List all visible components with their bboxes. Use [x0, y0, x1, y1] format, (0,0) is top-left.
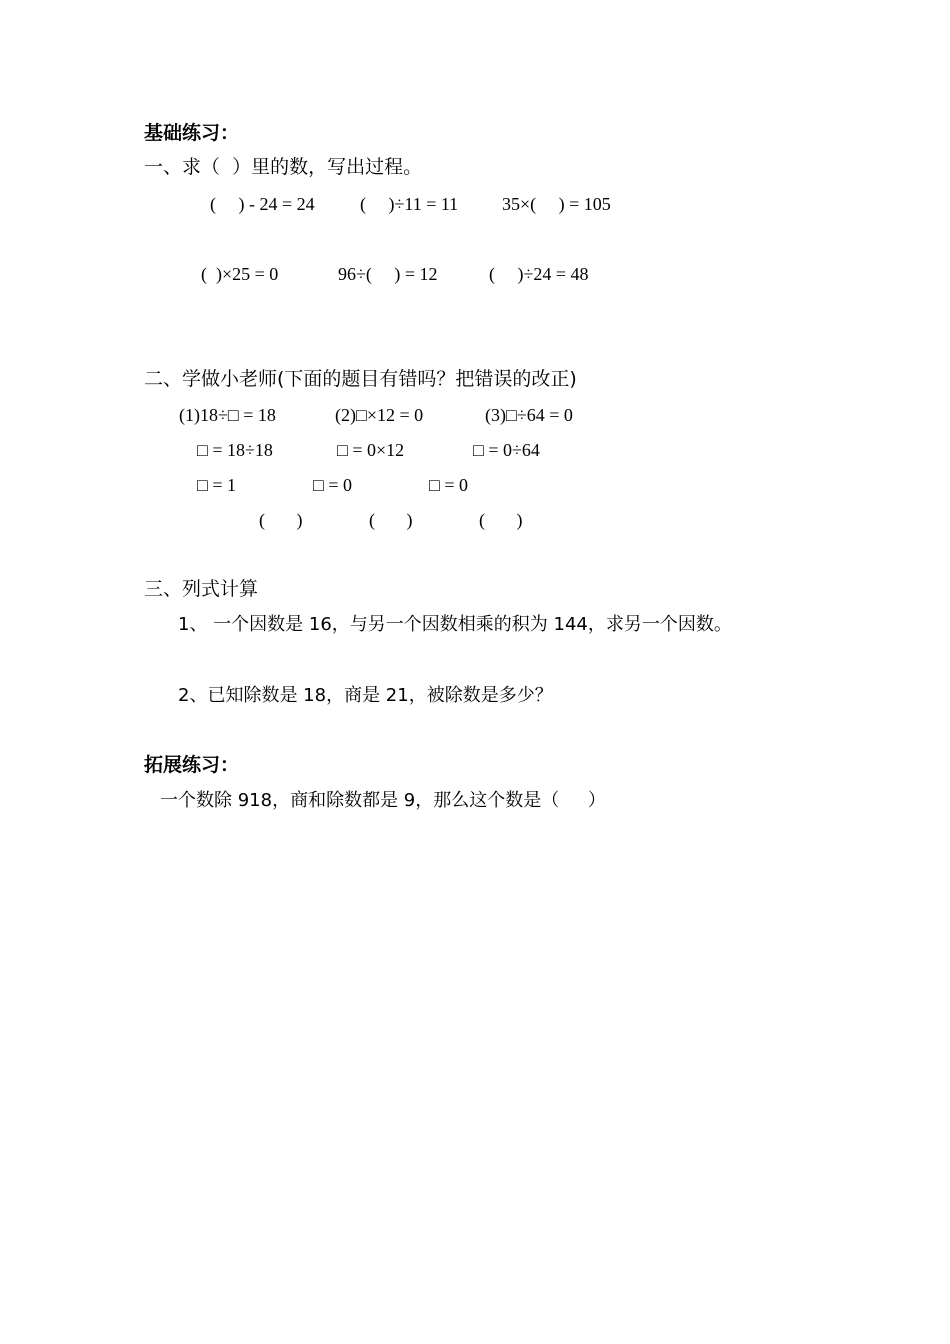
- section1-title: 一、求（ ）里的数，写出过程。: [144, 156, 423, 178]
- equation-2-2: 96÷( ) = 12: [338, 264, 438, 284]
- problem2-line2: □ = 0×12: [337, 440, 405, 460]
- basic-heading: 基础练习：: [144, 122, 240, 144]
- equation-1-1: ( ) - 24 = 24: [210, 194, 315, 214]
- problem3-line3: □ = 0: [429, 475, 469, 495]
- problem1-line3: □ = 1: [197, 475, 237, 495]
- equation-2-1: ( )×25 = 0: [201, 264, 279, 284]
- problem3-answer: ( ): [479, 510, 523, 530]
- section3-title: 三、列式计算: [144, 578, 259, 600]
- problem1-answer: ( ): [259, 510, 303, 530]
- equation-2-3: ( )÷24 = 48: [489, 264, 589, 284]
- section2-title: 二、学做小老师(下面的题目有错吗？把错误的改正): [144, 368, 577, 390]
- problem3-line1: (3)□÷64 = 0: [485, 405, 573, 425]
- problem2-line3: □ = 0: [313, 475, 353, 495]
- equation-1-3: 35×( ) = 105: [502, 194, 611, 214]
- question-2: 2、已知除数是 18，商是 21，被除数是多少？: [178, 685, 553, 706]
- extend-question: 一个数除 918，商和除数都是 9，那么这个数是（ ）: [160, 790, 606, 811]
- problem1-line2: □ = 18÷18: [197, 440, 273, 460]
- question-1: 1、 一个因数是 16，与另一个因数相乘的积为 144，求另一个因数。: [178, 614, 732, 635]
- problem1-line1: (1)18÷□ = 18: [179, 405, 276, 425]
- extend-heading: 拓展练习：: [144, 754, 240, 776]
- equation-1-2: ( )÷11 = 11: [360, 194, 459, 214]
- problem2-line1: (2)□×12 = 0: [335, 405, 424, 425]
- problem3-line2: □ = 0÷64: [473, 440, 540, 460]
- problem2-answer: ( ): [369, 510, 413, 530]
